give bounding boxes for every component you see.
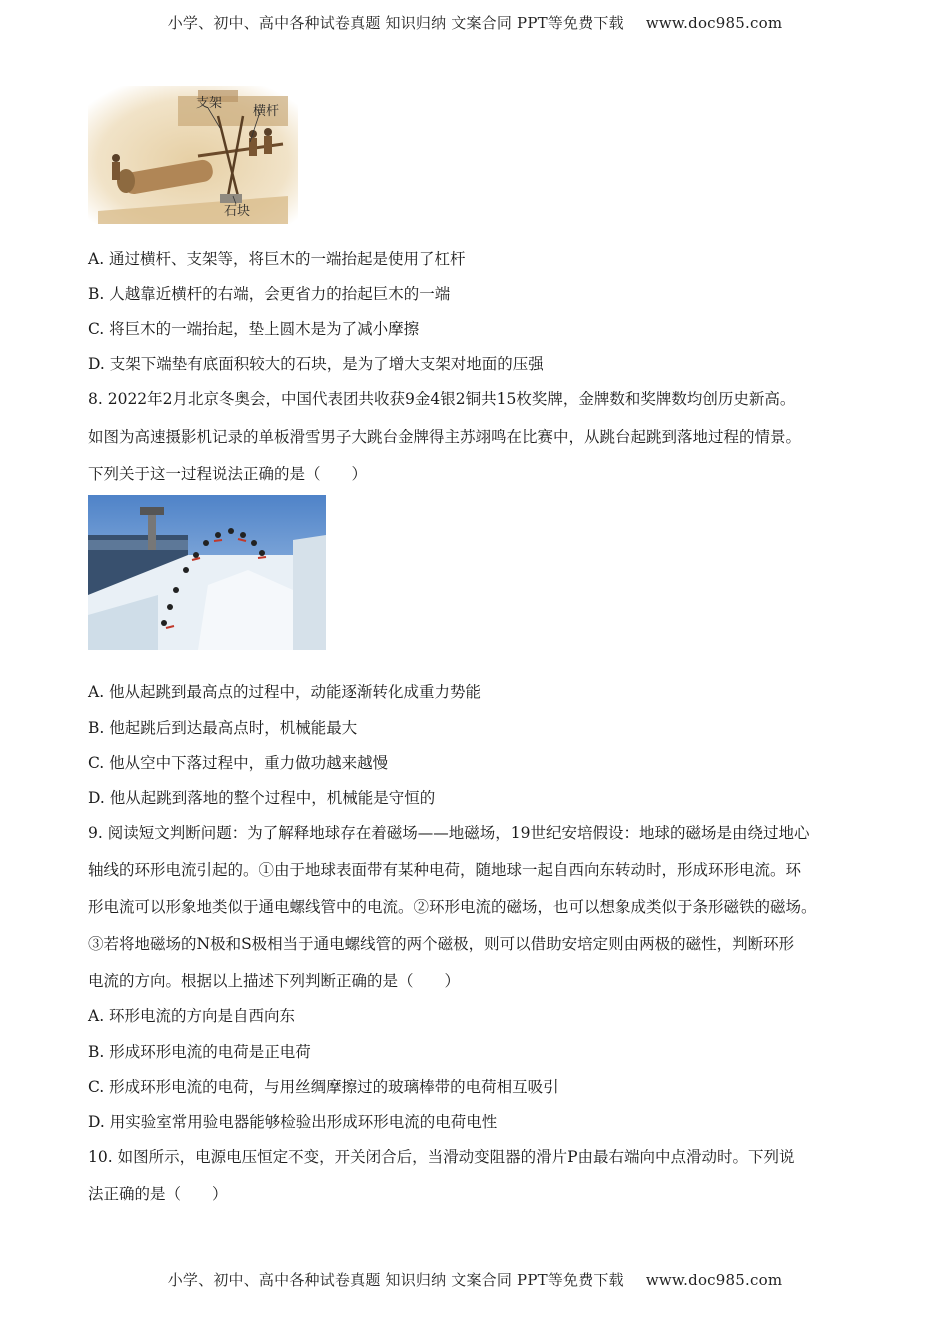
q9-option-a: A. 环形电流的方向是自西向东: [88, 1007, 296, 1025]
q8-text-line-1: 8. 2022年2月北京冬奥会，中国代表团共收获9金4银2铜共15枚奖牌，金牌数和奖牌数均创历史新高。: [88, 390, 796, 408]
q9-text-line-3: 形电流可以形象地类似于通电螺线管中的电流。②环形电流的磁场，也可以想象成类似于条形磁铁的磁场。: [88, 898, 817, 916]
footer-text: 小学、初中、高中各种试卷真题 知识归纳 文案合同 PPT等免费下载: [167, 1271, 624, 1289]
lever-log-illustration: [88, 86, 298, 224]
q9-option-c: C. 形成环形电流的电荷，与用丝绸摩擦过的玻璃棒带的电荷相互吸引: [88, 1078, 559, 1096]
header-url[interactable]: www.doc985.com: [645, 14, 783, 32]
snowboard-jump-photo: [88, 495, 326, 650]
q9-text-line-1: 9. 阅读短文判断问题：为了解释地球存在着磁场——地磁场，19世纪安培假设：地球的磁场是由绕过地心: [88, 824, 810, 842]
snowboard-jump-drawing: [88, 495, 326, 650]
q8-option-d: D. 他从起跳到落地的整个过程中，机械能是守恒的: [88, 789, 436, 807]
q8-option-b: B. 他起跳后到达最高点时，机械能最大: [88, 719, 358, 737]
q9-text-line-2: 轴线的环形电流引起的。①由于地球表面带有某种电荷，随地球一起自西向东转动时，形成环形电流。环: [88, 861, 802, 879]
q7-option-c: C. 将巨木的一端抬起，垫上圆木是为了减小摩擦: [88, 320, 420, 338]
q10-text-line-1: 10. 如图所示，电源电压恒定不变，开关闭合后，当滑动变阻器的滑片P由最右端向中点滑动时。下列说: [88, 1148, 795, 1166]
q8-option-a: A. 他从起跳到最高点的过程中，动能逐渐转化成重力势能: [88, 683, 482, 701]
q9-option-d: D. 用实验室常用验电器能够检验出形成环形电流的电荷电性: [88, 1113, 498, 1131]
q10-text-line-2: 法正确的是（ ）: [88, 1185, 228, 1203]
q7-option-d: D. 支架下端垫有底面积较大的石块，是为了增大支架对地面的压强: [88, 355, 544, 373]
q7-option-a: A. 通过横杆、支架等，将巨木的一端抬起是使用了杠杆: [88, 250, 466, 268]
label-support: 支架: [196, 96, 223, 111]
q9-text-line-5: 电流的方向。根据以上描述下列判断正确的是（ ）: [88, 972, 461, 990]
page-footer: [0, 1269, 950, 1290]
label-stone: 石块: [224, 204, 251, 219]
q7-option-b: B. 人越靠近横杆的右端，会更省力的抬起巨木的一端: [88, 285, 451, 303]
label-crossbar: 横杆: [253, 104, 280, 119]
page-header: [0, 12, 950, 33]
q8-option-c: C. 他从空中下落过程中，重力做功越来越慢: [88, 754, 389, 772]
q9-text-line-4: ③若将地磁场的N极和S极相当于通电螺线管的两个磁极，则可以借助安培定则由两极的磁性，判断环形: [88, 935, 795, 953]
q9-option-b: B. 形成环形电流的电荷是正电荷: [88, 1043, 311, 1061]
q8-text-line-2: 如图为高速摄影机记录的单板滑雪男子大跳台金牌得主苏翊鸣在比赛中，从跳台起跳到落地过程的情景。: [88, 428, 802, 446]
q8-text-line-3: 下列关于这一过程说法正确的是（ ）: [88, 465, 368, 483]
header-text: 小学、初中、高中各种试卷真题 知识归纳 文案合同 PPT等免费下载: [167, 14, 624, 32]
footer-url[interactable]: www.doc985.com: [645, 1271, 783, 1289]
